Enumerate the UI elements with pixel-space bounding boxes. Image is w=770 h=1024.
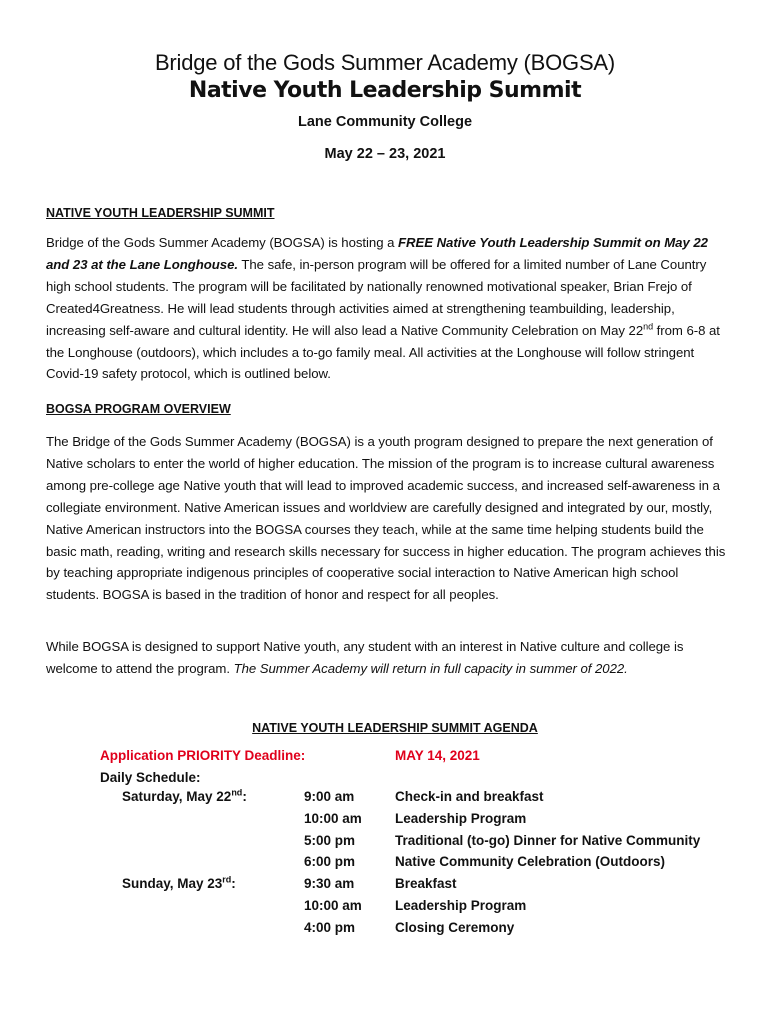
schedule-time: 10:00 am	[304, 811, 362, 826]
schedule-event: Check-in and breakfast	[395, 789, 544, 804]
sunday-suffix: :	[231, 876, 236, 891]
summit-paragraph	[46, 232, 726, 385]
sunday-label	[122, 876, 236, 891]
document-title: Bridge of the Gods Summer Academy (BOGSA)	[154, 50, 616, 75]
saturday-label-text: Saturday, May 22	[122, 789, 232, 804]
schedule-event: Closing Ceremony	[395, 920, 515, 935]
event-dates: May 22 – 23, 2021	[324, 146, 446, 162]
saturday-sup: nd	[231, 787, 243, 798]
overview-text-a: While BOGSA is designed to support Native youth, any student with an interest in Native culture and college is welcome to attend the program.	[46, 639, 684, 676]
schedule-event: Leadership Program	[395, 811, 527, 826]
schedule-time: 9:30 am	[304, 876, 355, 891]
schedule-event: Leadership Program	[395, 898, 527, 913]
overview-paragraph-2	[46, 636, 726, 680]
schedule-event: Native Community Celebration (Outdoors)	[395, 854, 666, 869]
document-subtitle: Native Youth Leadership Summit	[188, 78, 582, 103]
deadline-label: Application PRIORITY Deadline:	[100, 748, 306, 763]
schedule-time: 4:00 pm	[304, 920, 356, 935]
schedule-time: 5:00 pm	[304, 833, 356, 848]
overview-text-italic: The Summer Academy will return in full capacity in summer of 2022.	[233, 660, 628, 676]
sunday-label-text: Sunday, May 23	[122, 876, 223, 891]
schedule-time: 10:00 am	[304, 898, 362, 913]
schedule-time: 6:00 pm	[304, 854, 356, 869]
saturday-label	[122, 789, 247, 804]
summit-text-c: The safe, in-person program will be offered for a limited number of Lane Country high school students. The program will be facilitated by nationally renowned motivational speaker, Brian Frejo of Created4Greatness. He will lead students through activities aimed at strengthening teambuilding, leadership, increasing self-aware and cultural identity. He will also lead a Native Community Celebration on May 22	[46, 256, 707, 338]
college-name: Lane Community College	[297, 114, 473, 130]
summit-highlight: FREE Native Youth Leadership Summit on May 22 and 23 at the Lane Longhouse.	[46, 235, 708, 272]
summit-sup: nd	[643, 321, 654, 332]
saturday-suffix: :	[242, 789, 247, 804]
schedule-event: Breakfast	[395, 876, 457, 891]
schedule-time: 9:00 am	[304, 789, 355, 804]
summit-text-a: Bridge of the Gods Summer Academy (BOGSA) is hosting a	[46, 235, 398, 250]
deadline-value: MAY 14, 2021	[395, 748, 480, 763]
section-heading-overview: BOGSA PROGRAM OVERVIEW	[46, 402, 231, 416]
section-heading-summit: NATIVE YOUTH LEADERSHIP SUMMIT	[46, 206, 275, 220]
agenda-title: NATIVE YOUTH LEADERSHIP SUMMIT AGENDA	[252, 721, 538, 735]
sunday-sup: rd	[222, 874, 232, 885]
schedule-event: Traditional (to-go) Dinner for Native Community	[395, 833, 701, 848]
summit-text-d: from 6-8 at the Longhouse (outdoors), which includes a to-go family meal. All activities at the Longhouse will follow stringent Covid-19 safety protocol, which is outlined below.	[46, 322, 720, 382]
overview-paragraph: The Bridge of the Gods Summer Academy (BOGSA) is a youth program designed to prepare the next generation of Native scholars to enter the world of higher education. The mission of the program is to increase cultural awareness among pre-college age Native youth that will lead to improved academic success, and increased self-awareness in a collegiate environment. Native American issues and worldview are carefully designed and integrated by our, mostly, Native American instructors into the BOGSA courses they teach, while at the same time helping students build the basic math, reading, writing and research skills necessary for success in higher education. The program achieves this by teaching appropriate indigenous principles of cooperative social interaction to Native American high school students. BOGSA is based in the tradition of honor and respect for all peoples.	[46, 434, 726, 603]
daily-schedule-label: Daily Schedule:	[100, 770, 201, 785]
